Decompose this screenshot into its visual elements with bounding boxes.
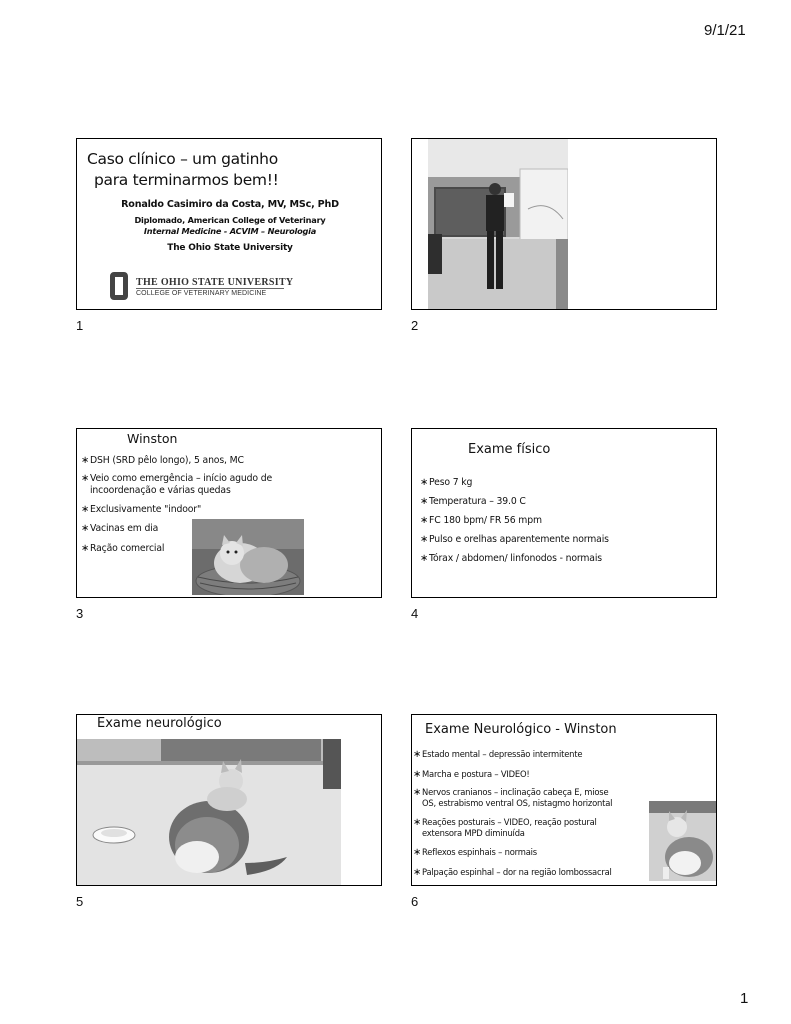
cat-on-floor-photo	[77, 739, 341, 886]
bullet-item	[81, 523, 158, 535]
bullet-item	[413, 817, 597, 839]
bullet-item	[413, 769, 530, 780]
lecture-photo	[428, 139, 568, 310]
bullet-item	[413, 749, 582, 760]
bullet-text: Tórax / abdomen/ linfonodos - normais	[429, 553, 602, 564]
slide-number-1: 1	[76, 318, 84, 333]
bullet-text: Reações posturais – VIDEO, reação postural	[422, 817, 597, 827]
bullet-text: Vacinas em dia	[90, 523, 159, 534]
slide-4-title: Exame físico	[468, 442, 551, 457]
cat-head-tilt-photo	[649, 801, 717, 881]
bullet-icon: ∗	[420, 477, 429, 488]
bullet-item	[413, 787, 612, 809]
bullet-item	[81, 504, 201, 516]
bullet-text: Estado mental – depressão intermitente	[422, 749, 583, 759]
bullet-item	[413, 867, 612, 878]
slide-number-5: 5	[76, 894, 84, 909]
bullet-icon: ∗	[81, 504, 90, 515]
bullet-icon: ∗	[81, 523, 90, 534]
bullet-text: Exclusivamente "indoor"	[90, 504, 202, 515]
slide-3-winston	[76, 428, 382, 598]
print-date: 9/1/21	[704, 22, 746, 39]
cat-in-basket-photo	[192, 519, 304, 595]
slide-number-4: 4	[411, 606, 419, 621]
bullet-icon: ∗	[413, 847, 422, 858]
slide-1-title	[76, 138, 382, 310]
bullet-icon: ∗	[81, 473, 90, 484]
bullet-icon: ∗	[81, 455, 90, 466]
bullet-icon: ∗	[420, 553, 429, 564]
bullet-item	[81, 473, 272, 497]
bullet-item	[81, 455, 244, 467]
bullet-icon: ∗	[420, 515, 429, 526]
osu-logo-icon	[110, 272, 128, 300]
bullet-icon: ∗	[420, 534, 429, 545]
bullet-text: Ração comercial	[90, 543, 165, 554]
slide-3-title: Winston	[127, 431, 178, 446]
bullet-icon: ∗	[413, 787, 422, 798]
diploma-line-2: Internal Medicine - ACVIM – Neurologia	[143, 226, 317, 236]
bullet-text-continued: OS, estrabismo ventral OS, nistagmo horizontal	[422, 798, 613, 808]
institution-name: The Ohio State University	[167, 243, 293, 253]
slide-5-title: Exame neurológico	[97, 716, 222, 731]
slide-number-2: 2	[411, 318, 419, 333]
bullet-text: Palpação espinhal – dor na região lombossacral	[422, 867, 612, 877]
bullet-text: Veio como emergência – início agudo de	[90, 473, 273, 484]
bullet-icon: ∗	[420, 496, 429, 507]
bullet-item	[81, 543, 164, 555]
osu-logo-subtitle: COLLEGE OF VETERINARY MEDICINE	[136, 290, 267, 297]
osu-logo-name: THE OHIO STATE UNIVERSITY	[136, 277, 294, 288]
bullet-text: Reflexos espinhais – normais	[422, 847, 537, 857]
slide-number-3: 3	[76, 606, 84, 621]
author-name: Ronaldo Casimiro da Costa, MV, MSc, PhD	[121, 199, 339, 210]
bullet-item	[420, 534, 609, 546]
slide-number-6: 6	[411, 894, 419, 909]
slide-6-title: Exame Neurológico - Winston	[425, 722, 617, 737]
bullet-item	[420, 477, 472, 489]
slide-1-heading-line2: para terminarmos bem!!	[94, 171, 279, 189]
slide-1-heading	[85, 149, 375, 191]
bullet-item	[420, 553, 602, 565]
bullet-icon: ∗	[413, 817, 422, 828]
bullet-text-continued: incoordenação e várias quedas	[90, 485, 231, 496]
slide-1-heading-line1: Caso clínico – um gatinho	[87, 150, 278, 168]
logo-divider	[136, 288, 284, 289]
bullet-item	[420, 496, 526, 508]
slide-6-exame-neurologico-winston	[411, 714, 717, 886]
diploma-line-1: Diplomado, American College of Veterinary	[134, 215, 326, 225]
page-number: 1	[740, 990, 749, 1007]
bullet-text-continued: extensora MPD diminuída	[422, 828, 525, 838]
bullet-text: Pulso e orelhas aparentemente normais	[429, 534, 609, 545]
bullet-icon: ∗	[413, 749, 422, 760]
bullet-icon: ∗	[413, 867, 422, 878]
slide-4-exame-fisico	[411, 428, 717, 598]
slide-2-photo	[411, 138, 717, 310]
bullet-text: FC 180 bpm/ FR 56 mpm	[429, 515, 542, 526]
bullet-text: DSH (SRD pêlo longo), 5 anos, MC	[90, 455, 244, 466]
bullet-icon: ∗	[413, 769, 422, 780]
bullet-text: Peso 7 kg	[429, 477, 473, 488]
bullet-text: Temperatura – 39.0 C	[429, 496, 526, 507]
bullet-text: Marcha e postura – VIDEO!	[422, 769, 530, 779]
bullet-text: Nervos cranianos – inclinação cabeça E, miose	[422, 787, 609, 797]
bullet-item	[420, 515, 542, 527]
slide-5-exame-neurologico	[76, 714, 382, 886]
bullet-item	[413, 847, 537, 858]
bullet-icon: ∗	[81, 543, 90, 554]
